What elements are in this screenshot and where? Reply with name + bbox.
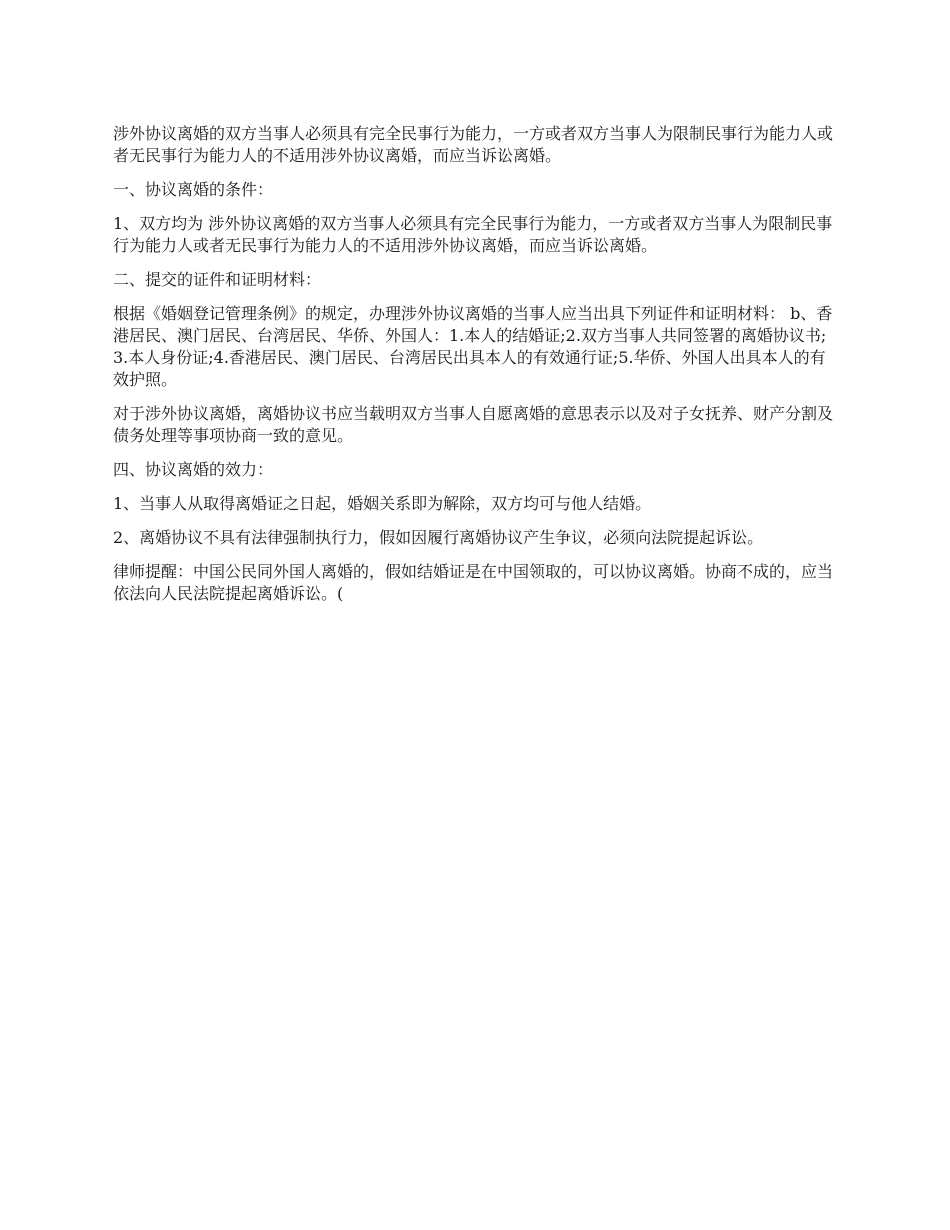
paragraph-documents: 根据《婚姻登记管理条例》的规定，办理涉外协议离婚的当事人应当出具下列证件和证明材料： b、香港居民、澳门居民、台湾居民、华侨、外国人：1.本人的结婚证;2.双方当事人共同签署的离婚协议书;3.本人身份证;4.香港居民、澳门居民、台湾居民出具本人的有效通行证;5.华侨、外国人出具本人的有效护照。 (113, 304, 833, 389)
document-body (113, 123, 841, 617)
paragraph-lawyer-tip: 律师提醒：中国公民同外国人离婚的，假如结婚证是在中国领取的，可以协议离婚。协商不成的，应当依法向人民法院提起离婚诉讼。( (113, 562, 834, 603)
paragraph-agreement: 对于涉外协议离婚，离婚协议书应当载明双方当事人自愿离婚的意思表示以及对子女抚养、财产分割及债务处理等事项协商一致的意见。 (113, 404, 834, 445)
paragraph-effect-1: 1、当事人从取得离婚证之日起，婚姻关系即为解除，双方均可与他人结婚。 (113, 494, 652, 513)
heading-effect: 四、协议离婚的效力： (113, 460, 274, 479)
paragraph-effect-2: 2、离婚协议不具有法律强制执行力，假如因履行离婚协议产生争议，必须向法院提起诉讼。 (113, 528, 764, 547)
heading-conditions: 一、协议离婚的条件： (113, 180, 274, 199)
heading-documents: 二、提交的证件和证明材料： (113, 270, 322, 289)
paragraph-condition-1: 1、双方均为 涉外协议离婚的双方当事人必须具有完全民事行为能力，一方或者双方当事人为限制民事行为能力人或者无民事行为能力人的不适用涉外协议离婚，而应当诉讼离婚。 (113, 214, 833, 255)
paragraph-intro: 涉外协议离婚的双方当事人必须具有完全民事行为能力，一方或者双方当事人为限制民事行为能力人或者无民事行为能力人的不适用涉外协议离婚，而应当诉讼离婚。 (113, 124, 834, 165)
